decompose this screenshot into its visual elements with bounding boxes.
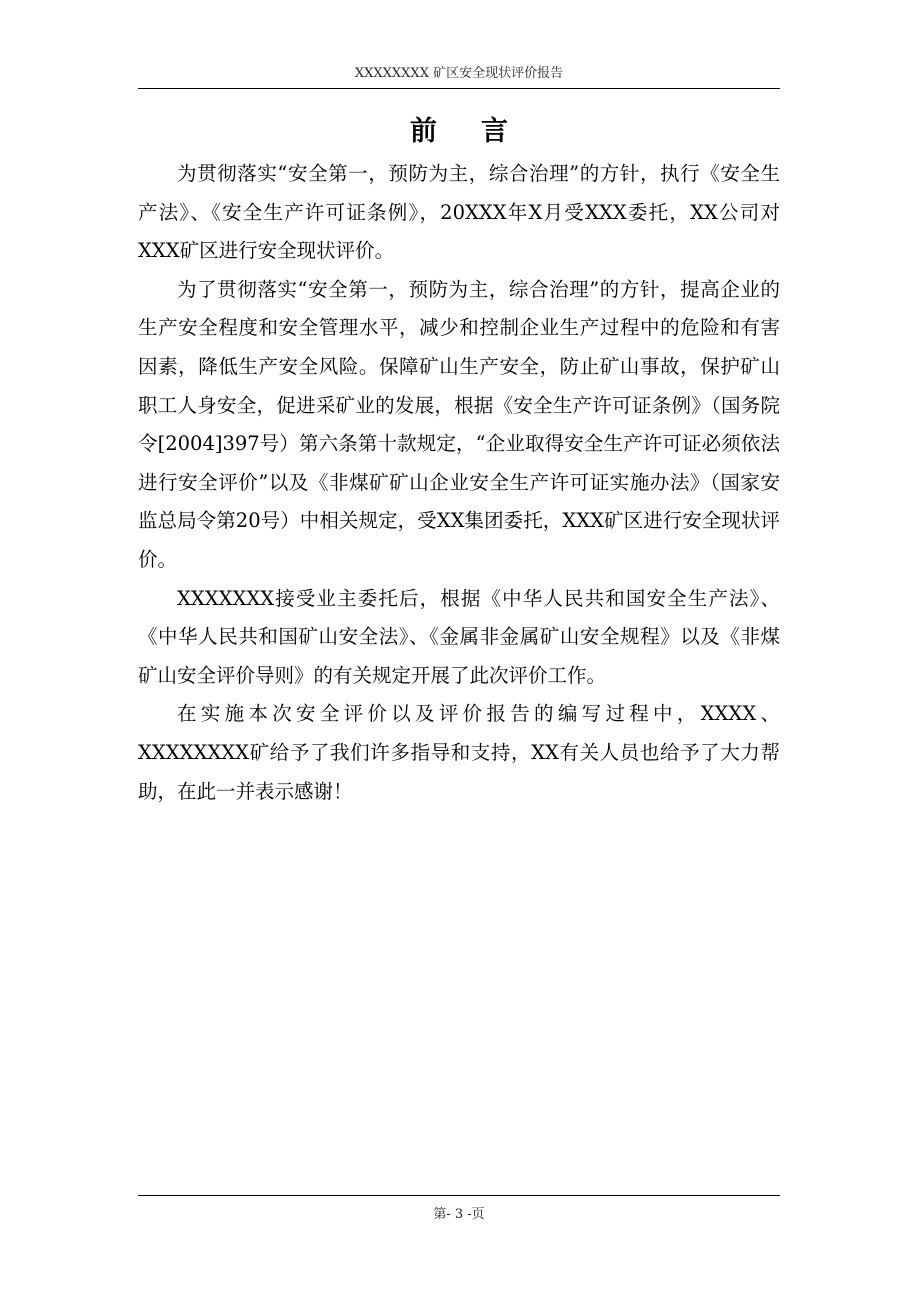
page-number: 第- 3 -页 xyxy=(433,1207,485,1222)
footer-divider xyxy=(138,1195,780,1196)
paragraph-4: 在实施本次安全评价以及评价报告的编写过程中，XXXX、XXXXXXXX矿给予了我们许多指导和支持，XX有关人员也给予了大力帮助，在此一并表示感谢！ xyxy=(138,702,780,803)
page-title: 前言 xyxy=(410,116,552,147)
page-header: XXXXXXXX 矿区安全现状评价报告 xyxy=(354,66,564,81)
paragraph-2: 为了贯彻落实“安全第一，预防为主，综合治理”的方针，提高企业的生产安全程度和安全管理水平，减少和控制企业生产过程中的危险和有害因素，降低生产安全风险。保障矿山生产安全，防止矿山事故，保护矿山职工人身安全，促进采矿业的发展，根据《安全生产许可证条例》（国务院令[2004]397号）第六条第十款规定，“企业取得安全生产许可证必须依法进行安全评价”以及《非煤矿矿山企业安全生产许可证实施办法》（国家安监总局令第20号）中相关规定，受XX集团委托，XXX矿区进行安全现状评价。 xyxy=(138,277,780,571)
paragraph-3: XXXXXXX接受业主委托后，根据《中华人民共和国安全生产法》、《中华人民共和国矿山安全法》、《金属非金属矿山安全规程》以及《非煤矿山安全评价导则》的有关规定开展了此次评价工作。 xyxy=(138,586,780,687)
paragraph-1: 为贯彻落实“安全第一，预防为主，综合治理”的方针，执行《安全生产法》、《安全生产许可证条例》，20XXX年X月受XXX委托，XX公司对XXX矿区进行安全现状评价。 xyxy=(138,162,780,263)
header-divider xyxy=(138,88,780,89)
document-body xyxy=(138,155,780,811)
